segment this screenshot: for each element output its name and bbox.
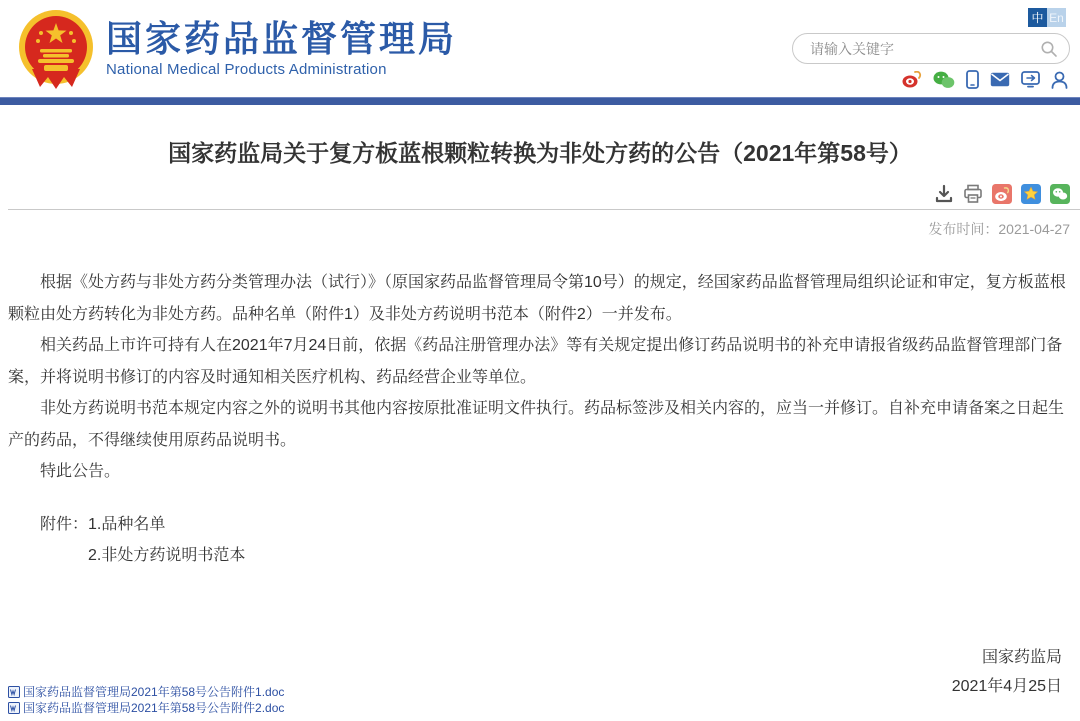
paragraph-3: 非处方药说明书范本规定内容之外的说明书其他内容按原批准证明文件执行。药品标签涉及相关内容的，应当一并修订。自补充申请备案之日起生产的药品，不得继续使用原药品说明书。: [8, 400, 1065, 449]
weibo-icon[interactable]: [902, 71, 922, 88]
site-header: [0, 0, 1080, 97]
sign-date: 2021年4月25日: [951, 677, 1062, 695]
attachments-label: 附件：: [40, 515, 89, 533]
lang-en-button[interactable]: En: [1047, 8, 1066, 27]
search-box: [792, 33, 1070, 64]
publish-label: 发布时间：: [928, 221, 999, 237]
share-qzone-icon[interactable]: [1021, 184, 1041, 204]
mobile-icon[interactable]: [966, 70, 979, 89]
announcement-article: [0, 137, 1080, 701]
share-weibo-icon[interactable]: [992, 184, 1012, 204]
org-name-block: [106, 18, 457, 78]
paragraph-2: 相关药品上市许可持有人在2021年7月24日前，依据《药品注册管理办法》等有关规定提出修订药品说明书的补充申请报省级药品监督管理部门备案，并将说明书修订的内容及时通知相关医疗机构、药品经营企业等单位。: [8, 337, 1063, 386]
print-icon[interactable]: [963, 184, 983, 204]
user-icon[interactable]: [1051, 71, 1068, 89]
word-doc-icon: [8, 702, 20, 714]
language-toggle: [1028, 8, 1066, 27]
attachment-doc-link-1[interactable]: 国家药品监督管理局2021年第58号公告附件1.doc: [8, 684, 284, 700]
attachment-doc-link-2[interactable]: 国家药品监督管理局2021年第58号公告附件2.doc: [8, 700, 284, 716]
announcement-body: [8, 267, 1072, 488]
download-icon[interactable]: [934, 184, 954, 204]
attachment-item-2: 2.非处方药说明书范本: [88, 546, 246, 564]
attachment-item-1: 1.品种名单: [88, 515, 166, 533]
attachments-note: [8, 509, 1072, 571]
signer: 国家药监局: [981, 648, 1062, 666]
paragraph-4: 特此公告。: [40, 463, 121, 480]
share-wechat-icon[interactable]: [1050, 184, 1070, 204]
search-icon[interactable]: [1040, 40, 1058, 58]
wechat-icon[interactable]: [933, 71, 955, 89]
lang-zh-button[interactable]: 中: [1028, 8, 1047, 27]
paragraph-1: 根据《处方药与非处方药分类管理办法（试行）》（原国家药品监督管理局令第10号）的规定，经国家药品监督管理局组织论证和审定，复方板蓝根颗粒由处方药转化为非处方药。品种名单（附件1）及非处方药说明书范本（附件2）一并发布。: [8, 274, 1066, 323]
attachment-file-links: [8, 684, 284, 716]
word-doc-icon: [8, 686, 20, 698]
article-toolbar: [8, 184, 1072, 204]
social-icon-row: [902, 70, 1068, 89]
org-name-cn: 国家药品监督管理局: [106, 18, 458, 59]
message-board-icon[interactable]: [1021, 71, 1040, 88]
page-title: 国家药监局关于复方板蓝根颗粒转换为非处方药的公告（2021年第58号）: [168, 140, 912, 166]
org-name-en: National Medical Products Administration: [106, 61, 387, 78]
publish-time: [8, 219, 1072, 239]
mail-icon[interactable]: [990, 72, 1010, 87]
title-divider: [8, 209, 1080, 210]
publish-date: 2021-04-27: [998, 221, 1070, 237]
national-emblem-logo: [14, 7, 98, 91]
search-input[interactable]: [810, 41, 1033, 57]
header-divider-bar: [0, 97, 1080, 105]
